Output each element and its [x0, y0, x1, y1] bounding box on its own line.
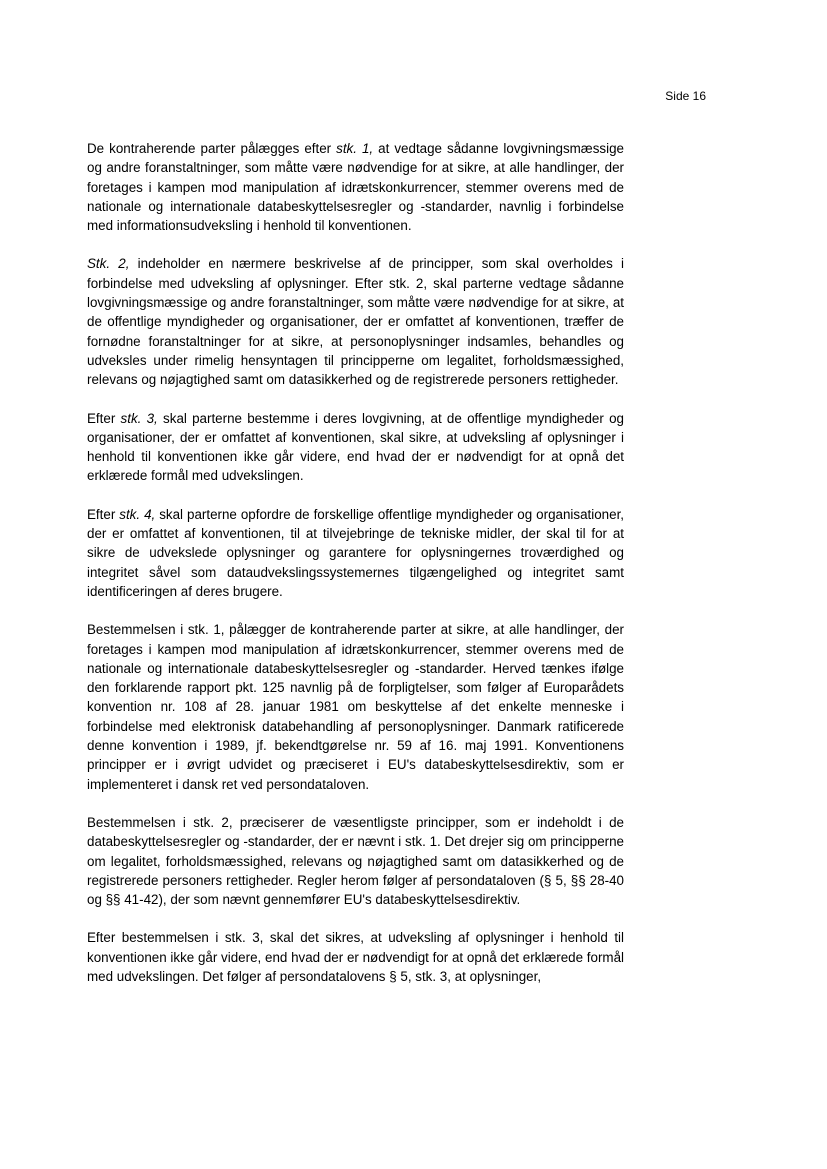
paragraph-stk1-obligation	[87, 139, 624, 235]
text-segment: Efter bestemmelsen i stk. 3, skal det sikres, at udveksling af oplysninger i henhold til konventionen ikke går videre, end hvad der er nødvendigt for at opnå det erklærede formål med udvekslingen. Det følger af persondatalovens § 5, stk. 3, at oplysninger,	[87, 930, 624, 984]
paragraph-commentary-stk3	[87, 928, 624, 986]
document-body	[87, 139, 624, 986]
paragraph-commentary-stk1	[87, 620, 624, 794]
text-segment: skal parterne opfordre de forskellige offentlige myndigheder og organisationer, der er omfattet af konventionen, til at tilvejebringe de tekniske midler, der skal til for at sikre de udvekslede oplysninger og garantere for oplysningernes troværdighed og integritet såvel som dataudvekslingssystemernes tilgængelighed og integritet samt identificeringen af deres brugere.	[87, 506, 625, 599]
text-segment-italic: stk. 1,	[336, 141, 374, 156]
text-segment-italic: stk. 4,	[119, 506, 156, 522]
text-segment: indeholder en nærmere beskrivelse af de principper, som skal overholdes i forbindelse med udveksling af oplysninger. Efter stk. 2, skal parterne vedtage sådanne lovgivningsmæssige og andre foranstaltninger, som måtte være nødvendige for at sikre, at de offentlige myndigheder og organisationer, der er omfattet af konventionen, træffer de fornødne foranstaltninger for at sikre, at personoplysninger indsamles, behandles og udveksles under rimelig hensyntagen til principperne om legalitet, forholdsmæssighed, relevans og nøjagtighed samt om datasikkerhed og de registrerede personers rettigheder.	[87, 256, 624, 388]
text-segment: Bestemmelsen i stk. 1, pålægger de kontraherende parter at sikre, at alle handlinger, der foretages i kampen mod manipulation af idrætskonkurrencer, stemmer overens med de nationale og internationale databeskyttelsesregler og -standarder. Herved tænkes ifølge den forklarende rapport pkt. 125 navnlig på de forpligtelser, som følger af Europarådets konvention nr. 108 af 28. januar 1981 om beskyttelse af det enkelte menneske i forbindelse med elektronisk databehandling af personoplysninger. Danmark ratificerede denne konvention i 1989, jf. bekendtgørelse nr. 59 af 16. maj 1991. Konventionens principper er i øvrigt udvidet og præciseret i EU's databeskyttelsesdirektiv, som er implementeret i dansk ret ved persondataloven.	[87, 622, 624, 792]
text-segment-italic: Stk. 2,	[87, 256, 130, 272]
page-number: Side 16	[665, 89, 706, 103]
text-segment: skal parterne bestemme i deres lovgivning, at de offentlige myndigheder og organisationer, der er omfattet af konventionen, skal sikre, at udveksling af oplysninger i henhold til konventionen ikke går videre, end hvad der er nødvendigt for at opnå det erklærede formål med udvekslingen.	[87, 410, 624, 484]
paragraph-stk2-principles	[87, 254, 624, 389]
text-segment-italic: stk. 3,	[120, 410, 158, 426]
paragraph-stk4-technical-means	[87, 505, 624, 601]
paragraph-commentary-stk2	[87, 813, 624, 909]
text-segment: Bestemmelsen i stk. 2, præciserer de væsentligste principper, som er indeholdt i de databeskyttelsesregler og -standarder, der er nævnt i stk. 1. Det drejer sig om principperne om legalitet, forholdsmæssighed, relevans og nøjagtighed samt om datasikkerhed og de registrerede personers rettigheder. Regler herom følger af persondataloven (§ 5, §§ 28-40 og §§ 41-42), der som nævnt gennemfører EU's databeskyttelsesdirektiv.	[87, 814, 624, 908]
text-segment: De kontraherende parter pålægges efter	[87, 141, 337, 156]
paragraph-stk3-legislation	[87, 409, 624, 486]
text-segment: Efter	[87, 506, 120, 522]
text-segment: Efter	[87, 410, 121, 426]
text-segment: at vedtage sådanne lovgivningsmæssige og andre foranstaltninger, som måtte være nødvendige for at sikre, at alle handlinger, der foretages i kampen mod manipulation af idrætskonkurrencer, stemmer overens med de nationale og internationale databeskyttelsesregler og -standarder, navnlig i forbindelse med informationsudveksling i henhold til konventionen.	[87, 141, 624, 234]
